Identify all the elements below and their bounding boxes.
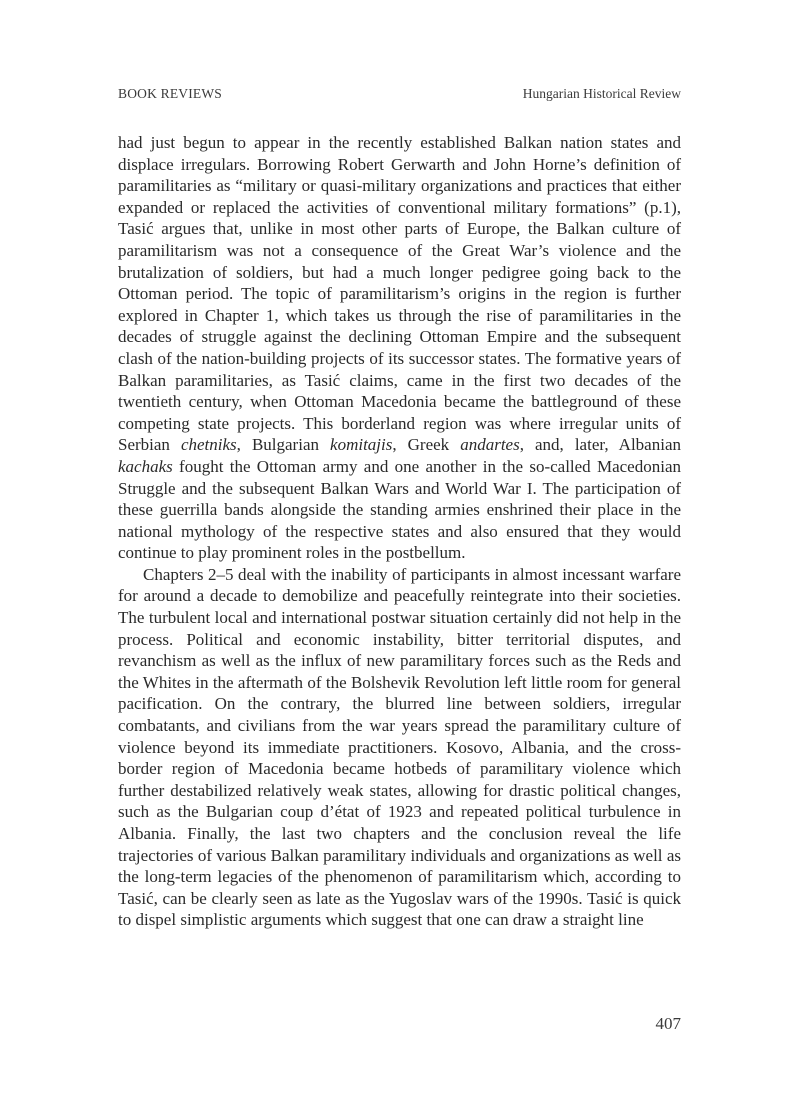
text-run: had just begun to appear in the recently established Balkan nation states and displace irregulars. Borrowing Robert Gerwarth and John Horne’s definition of paramilitaries as “military or quasi-military organizations and practices that either expanded or replaced the activities of conventional military formations” (p.1), Tasić argues that, unlike in most other parts of Europe, the Balkan culture of paramilitarism was not a consequence of the Great War’s violence and the brutalization of soldiers, but had a much longer pedigree going back to the Ottoman period. The topic of paramilitarism’s origins in the region is further explored in Chapter 1, which takes us through the rise of paramilitaries in the decades of struggle against the declining Ottoman Empire and the subsequent clash of the nation-building projects of its successor states. The formative years of Balkan paramilitaries, as Tasić claims, came in the first two decades of the twentieth century, when Ottoman Macedonia became the battleground of these competing state projects. This borderland region was where irregular units of Serbian <box>118 133 681 455</box>
italic-term: komitajis <box>330 435 393 455</box>
text-run: , Greek <box>392 435 461 455</box>
section-title: BOOK REVIEWS <box>118 86 223 101</box>
italic-term: kachaks <box>118 456 173 476</box>
page-number: 407 <box>655 1014 681 1033</box>
text-run: fought the Ottoman army and one another in the so-called Macedonian Struggle and the subsequent Balkan Wars and World War I. The participation of these guerrilla bands alongside the standing armies enshrined their place in the national mythology of the respective states and also ensured that they would continue to play prominent roles in the postbellum. <box>118 456 681 563</box>
italic-term: andartes <box>460 435 520 455</box>
paragraph <box>118 564 681 931</box>
text-run: , and, later, Albanian <box>519 435 681 455</box>
paragraph <box>118 132 681 564</box>
text-run: Chapters 2–5 deal with the inability of participants in almost incessant warfare for around a decade to demobilize and peacefully reintegrate into their societies. The turbulent local and international postwar situation certainly did not help in the process. Political and economic instability, bitter territorial disputes, and revanchism as well as the influx of new paramilitary forces such as the Reds and the Whites in the aftermath of the Bolshevik Revolution left little room for general pacification. On the contrary, the blurred line between soldiers, irregular combatants, and civilians from the war years spread the paramilitary culture of violence beyond its immediate practitioners. Kosovo, Albania, and the cross-border region of Macedonia became hotbeds of paramilitary violence which further destabilized relatively weak states, allowing for drastic political changes, such as the Bulgarian coup d’état of 1923 and repeated political turbulence in Albania. Finally, the last two chapters and the conclusion reveal the life trajectories of various Balkan paramilitary individuals and organizations as well as the long-term legacies of the phenomenon of paramilitarism which, according to Tasić, can be clearly seen as late as the Yugoslav wars of the 1990s. Tasić is quick to dispel simplistic arguments which suggest that one can draw a straight line <box>118 564 681 930</box>
text-run: , Bulgarian <box>236 435 331 455</box>
journal-title: Hungarian Historical Review <box>522 86 681 101</box>
italic-term: chetniks <box>180 435 237 455</box>
body-text <box>118 132 681 931</box>
running-head <box>118 86 681 106</box>
